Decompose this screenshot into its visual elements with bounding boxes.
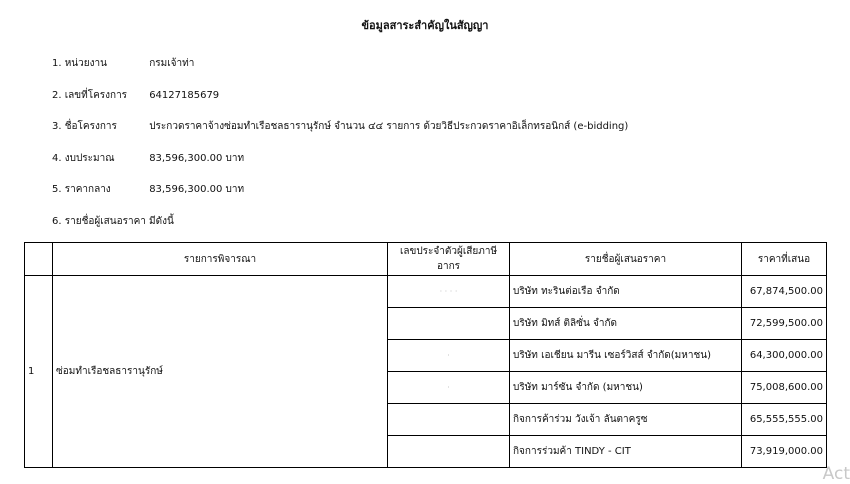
bidder-name: บริษัท มิทส์ ติลิซั่น จำกัด xyxy=(510,308,742,340)
info-row-agency xyxy=(52,56,194,71)
bid-price: 72,599,500.00 xyxy=(742,308,827,340)
document-title: ข้อมูลสาระสำคัญในสัญญา xyxy=(361,19,489,32)
header-tax-id: เลขประจำตัวผู้เสียภาษีอากร xyxy=(388,243,510,276)
bidder-name: บริษัท ทะรินต่อเรือ จำกัด xyxy=(510,276,742,308)
bidder-name: กิจการค้าร่วม วังเจ้า ลันตาครูซ xyxy=(510,404,742,436)
tax-id xyxy=(388,404,510,436)
bidders-table xyxy=(24,242,827,468)
item-name: ซ่อมทำเรือชลธารานุรักษ์ xyxy=(53,276,388,468)
bid-price: 73,919,000.00 xyxy=(742,436,827,468)
info-row-project-name xyxy=(52,119,628,134)
bid-price: 64,300,000.00 xyxy=(742,340,827,372)
tax-id: · xyxy=(388,372,510,404)
info-value: 64127185679 xyxy=(149,90,220,101)
item-number: 1 xyxy=(25,276,53,468)
info-value: ประกวดราคาจ้างซ่อมทำเรือชลธารานุรักษ์ จำนวน ๔๔ รายการ ด้วยวิธีประกวดราคาอิเล็กทรอนิกส์ (e-bidding) xyxy=(149,121,629,132)
info-value: 83,596,300.00 บาท xyxy=(149,153,245,164)
info-label: 6. รายชื่อผู้เสนอราคา มีดังนี้ xyxy=(52,216,174,227)
bidder-name: กิจการร่วมค้า TINDY - CIT xyxy=(510,436,742,468)
info-row-budget xyxy=(52,151,244,166)
tax-id: · xyxy=(388,340,510,372)
info-label: 5. ราคากลาง xyxy=(52,184,111,195)
table-header-row xyxy=(25,243,827,276)
bid-price: 67,874,500.00 xyxy=(742,276,827,308)
header-price: ราคาที่เสนอ xyxy=(742,243,827,276)
table-row xyxy=(25,276,827,308)
bidder-name: บริษัท เอเชียน มารีน เซอร์วิสส์ จำกัด(มหาชน) xyxy=(510,340,742,372)
bidder-name: บริษัท มาร์ซัน จำกัด (มหาชน) xyxy=(510,372,742,404)
tax-id: · · · · xyxy=(388,276,510,308)
bid-price: 65,555,555.00 xyxy=(742,404,827,436)
info-row-project-number xyxy=(52,88,219,103)
info-row-median-price xyxy=(52,182,244,197)
info-label: 1. หน่วยงาน xyxy=(52,58,107,69)
header-item: รายการพิจารณา xyxy=(53,243,388,276)
header-no xyxy=(25,243,53,276)
info-value: 83,596,300.00 บาท xyxy=(149,184,245,195)
info-label: 4. งบประมาณ xyxy=(52,153,115,164)
tax-id xyxy=(388,436,510,468)
info-row-bidders-heading xyxy=(52,214,174,229)
activation-watermark: Act xyxy=(822,464,850,484)
info-value: กรมเจ้าท่า xyxy=(149,58,195,69)
header-bidder: รายชื่อผู้เสนอราคา xyxy=(510,243,742,276)
info-label: 2. เลขที่โครงการ xyxy=(52,90,128,101)
info-label: 3. ชื่อโครงการ xyxy=(52,121,117,132)
bid-price: 75,008,600.00 xyxy=(742,372,827,404)
tax-id xyxy=(388,308,510,340)
